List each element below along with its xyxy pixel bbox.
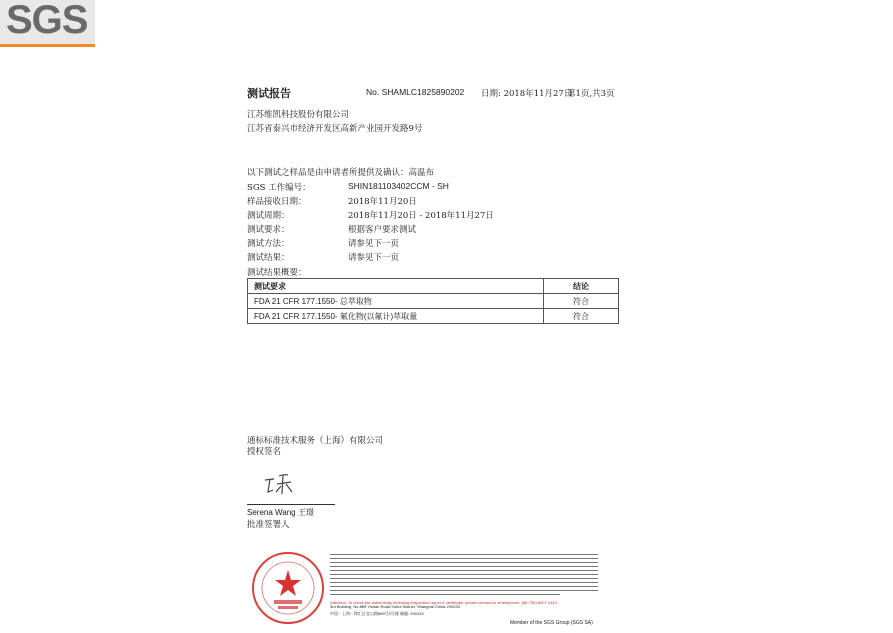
table-cell-requirement: FDA 21 CFR 177.1550- 总萃取物 [248, 294, 544, 309]
sample-intro: 以下测试之样品是由申请者所提供及确认：高温布 [247, 168, 435, 178]
logo-text: SGS [6, 0, 88, 42]
company-name: 江苏维凯科技股份有限公司 [247, 110, 350, 120]
field-label-test-method: 测试方法： [247, 239, 290, 249]
field-value-test-result: 请参见下一页 [348, 253, 400, 263]
lab-name: 通标标准技术服务（上海）有限公司 [247, 436, 384, 446]
report-title: 测试报告 [247, 87, 291, 100]
footer-member: Member of the SGS Group (SGS SA) [510, 620, 593, 626]
handwritten-signature [262, 470, 302, 500]
field-label-test-period: 测试周期： [247, 211, 290, 221]
summary-title: 测试结果概要： [247, 268, 307, 278]
company-address: 江苏省泰兴市经济开发区高新产业园开发路9号 [247, 124, 423, 134]
official-seal [250, 550, 326, 626]
report-date: 日期: 2018年11月27日 [481, 89, 573, 99]
table-cell-requirement: FDA 21 CFR 177.1550- 氟化物(以氟计)萃取量 [248, 309, 544, 324]
table-cell-result: 符合 [544, 309, 619, 324]
signer-role: 批准签署人 [247, 520, 290, 530]
footer-disclaimer: Attention: To check the authenticity of testing /inspection report & certificate, please contact us at telephone: (86-755) 8307 1443, [330, 600, 558, 605]
table-cell-result: 符合 [544, 294, 619, 309]
results-table [247, 278, 619, 324]
footer-address-en: 3rd Building, No.889 Yishan Road Xuhui District, Shanghai China 200233 [330, 604, 460, 609]
footer-address-cn: 中国・上海・徐汇区宜山路889号3号楼 邮编: 200233 [330, 611, 424, 616]
authorized-signature-label: 授权签名 [247, 447, 282, 457]
report-number: No. SHAMLC1825890202 [366, 87, 465, 97]
signature-line [247, 504, 335, 505]
signer-name: Serena Wang 王璟 [247, 508, 314, 517]
field-label-test-result: 测试结果： [247, 253, 290, 263]
table-row [248, 294, 619, 309]
table-header-row [248, 279, 619, 294]
table-header-requirement: 测试要求 [248, 279, 544, 294]
field-value-test-period: 2018年11月20日 - 2018年11月27日 [348, 211, 494, 221]
field-value-received-date: 2018年11月20日 [348, 197, 417, 207]
footer-terms [330, 552, 598, 606]
field-value-job-no: SHIN181103402CCM - SH [348, 181, 449, 191]
field-label-received-date: 样品接收日期： [247, 197, 307, 207]
field-value-test-requirement: 根据客户要求测试 [348, 225, 417, 235]
page-indicator: 第1页,共3页 [567, 89, 615, 99]
table-header-result: 结论 [544, 279, 619, 294]
field-label-test-requirement: 测试要求： [247, 225, 290, 235]
field-label-job-no: SGS 工作编号： [247, 183, 311, 193]
sgs-logo [0, 0, 95, 45]
field-value-test-method: 请参见下一页 [348, 239, 400, 249]
table-row [248, 309, 619, 324]
